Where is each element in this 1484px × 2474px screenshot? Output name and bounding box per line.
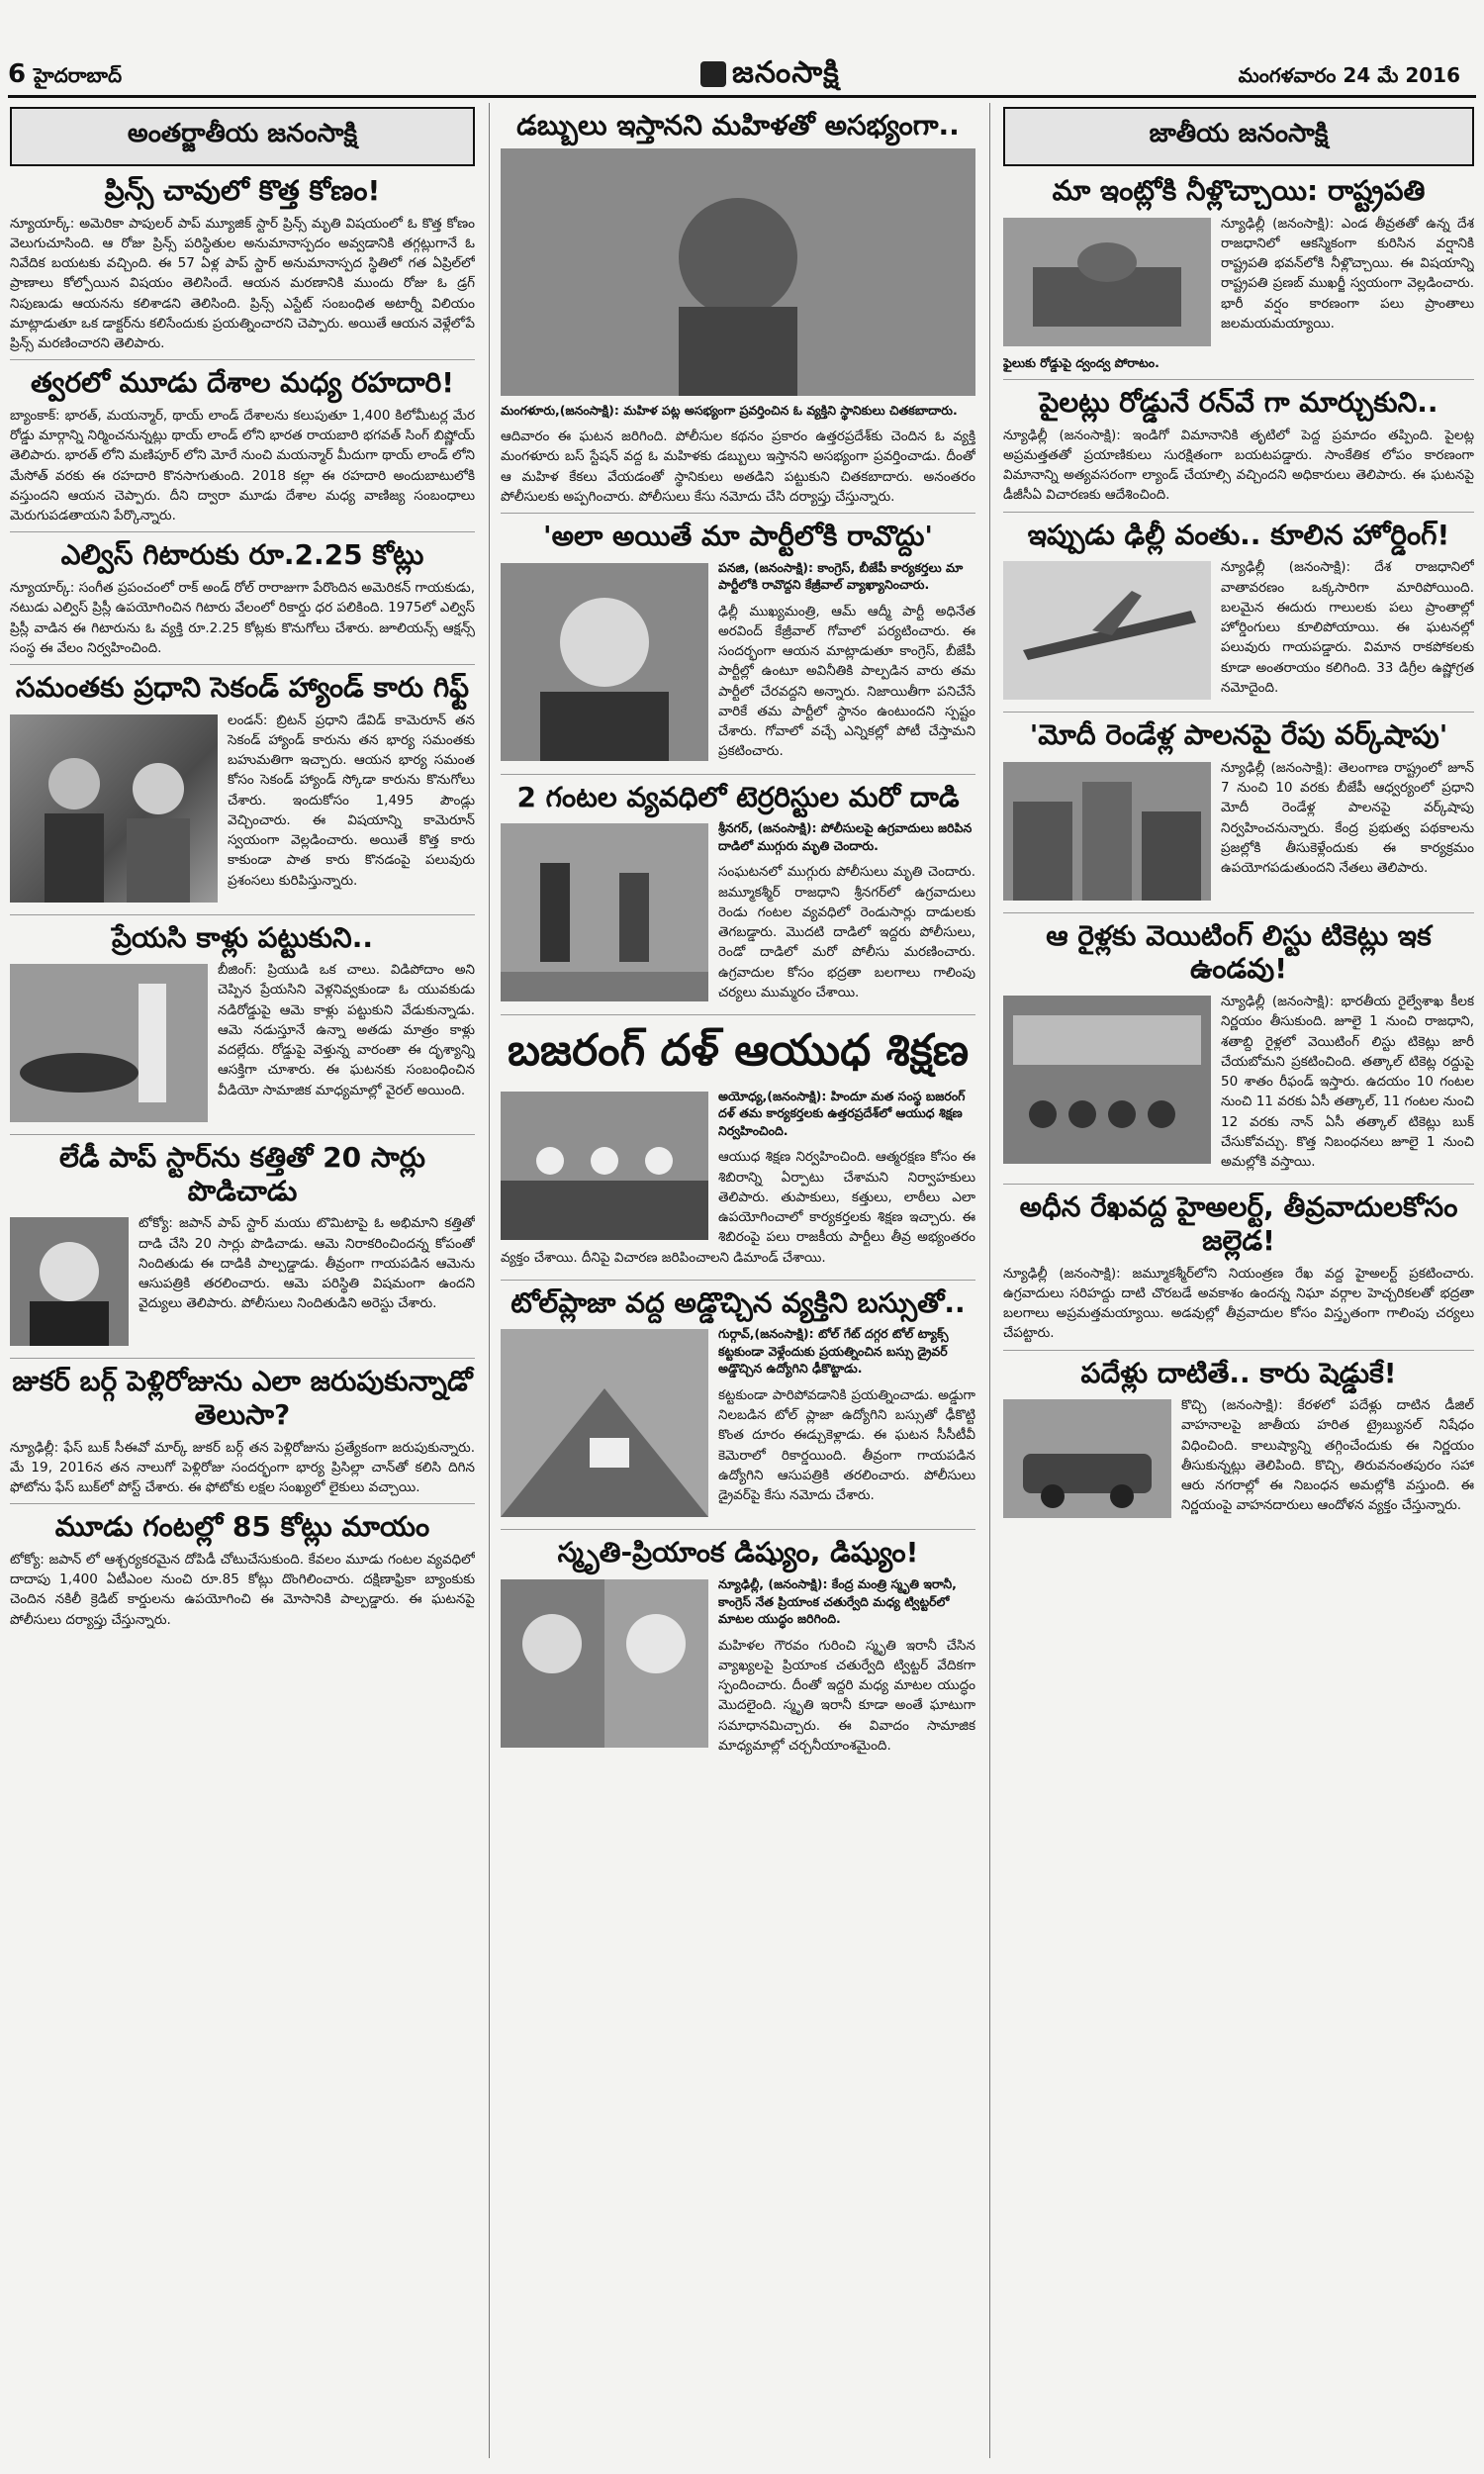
article-body: కట్టకుండా పారిపోవడానికి ప్రయత్నించాడు. అడ్డుగా నిలబడిన టోల్ ప్లాజా ఉద్యోగిని బస్సుతో ఢీకొట్టి కొంత దూరం ఈడ్చుకెళ్లాడు. ఈ ఘటన సీసీటీవీ కెమెరాలో రికార్డయింది. తీవ్రంగా గాయపడిన ఉద్యోగిని ఆసుపత్రికి తరలించారు. పోలీసులు డ్రైవర్‌పై కేసు నమోదు చేశారు. xyxy=(718,1386,975,1504)
divider xyxy=(1003,1184,1474,1185)
article-body: న్యూఢిల్లీ (జనంసాక్షి): తెలంగాణ రాష్ట్రంలో జూన్ 7 నుంచి 10 వరకు బీజేపీ ఆధ్వర్యంలో ప్రధాని మోదీ రెండేళ్ల పాలనపై వర్క్‌షాపు నిర్వహించనున్నారు. కేంద్ర ప్రభుత్వ పథకాలను ప్రజల్లోకి తీసుకెళ్లేందుకు ఈ కార్యక్రమం ఉపయోగపడుతుందని నేతలు తెలిపారు. xyxy=(1221,759,1474,877)
divider xyxy=(1003,379,1474,380)
news-photo xyxy=(501,1092,708,1240)
masthead-rule xyxy=(8,95,1476,98)
divider xyxy=(10,1503,475,1504)
news-photo xyxy=(10,714,218,903)
photo-placeholder-icon xyxy=(1003,561,1211,700)
headline: 'మోదీ రెండేళ్ల పాలనపై రేపు వర్క్‌షాపు' xyxy=(1029,718,1448,752)
photo-placeholder-icon xyxy=(1003,218,1211,346)
issue-date: మంగళవారం 24 మే 2016 xyxy=(1238,63,1460,87)
article-body: ఆయుధ శిక్షణ నిర్వహించింది. ఆత్మరక్షణ కోసం ఈ శిబిరాన్ని ఏర్పాటు చేశామని నిర్వాహకులు తెలిపారు. తుపాకులు, కత్తులు, లాఠీలు ఎలా ఉపయోగించాలో కార్యకర్తలకు శిక్షణ ఇచ్చారు. ఈ శిబిరంపై పలు రాజకీయ పార్టీలు తీవ్ర అభ్యంతరం వ్యక్తం చేశాయి. దీనిపై విచారణ జరిపించాలని డిమాండ్ చేశాయి. xyxy=(501,1149,975,1266)
photo-placeholder-icon xyxy=(501,823,708,1001)
article-body: న్యూయార్క్: సంగీత ప్రపంచంలో రాక్ అండ్ రోల్ రారాజుగా పేరొందిన అమెరికన్ గాయకుడు, నటుడు ఎల్విస్ ప్రిస్లీ ఉపయోగించిన గిటారు వేలంలో రికార్డు ధర పలికింది. 1975లో ఎల్విస్ ప్రిస్లీ వాడిన ఈ గిటారును ఓ వ్యక్తి రూ.2.25 కోట్లకు కొనుగోలు చేశారు. జూలియన్స్ ఆక్షన్స్ సంస్థ ఈ వేలం నిర్వహించింది. xyxy=(10,580,475,656)
photo-placeholder-icon xyxy=(1003,1399,1171,1518)
divider xyxy=(1003,1350,1474,1351)
divider xyxy=(10,531,475,532)
headline: టోల్‌ప్లాజా వద్ద అడ్డొచ్చిన వ్యక్తిని బస్సుతో.. xyxy=(510,1285,966,1319)
divider xyxy=(501,1014,975,1015)
photo-placeholder-icon xyxy=(501,1329,708,1517)
photo-placeholder-icon xyxy=(10,714,218,903)
photo-placeholder-icon xyxy=(10,964,208,1122)
news-photo xyxy=(501,823,708,1001)
headline-large: బజరంగ్ దళ్ ఆయుధ శిక్షణ xyxy=(507,1025,970,1077)
headline: ఇప్పుడు ఢిల్లీ వంతు.. కూలిన హోర్డింగ్! xyxy=(1027,518,1450,551)
news-photo xyxy=(501,1579,708,1748)
divider xyxy=(10,1358,475,1359)
headline: మా ఇంట్లోకి నీళ్లొచ్చాయి: రాష్ట్రపతి xyxy=(1052,174,1426,207)
headline: పైలట్లు రోడ్డునే రన్‌వే గా మార్చుకుని.. xyxy=(1039,386,1438,420)
headline: డబ్బులు ఇస్తానని మహిళతో అసభ్యంగా.. xyxy=(516,109,960,142)
edition-city: హైదరాబాద్ xyxy=(34,63,123,87)
logo-icon xyxy=(700,61,726,87)
headline: ప్రిన్స్ చావులో కొత్త కోణం! xyxy=(104,174,381,207)
photo-placeholder-icon xyxy=(10,1217,129,1346)
article-body: న్యూఢిల్లీ (జనంసాక్షి): ఇండిగో విమానానికి తృటిలో పెద్ద ప్రమాదం తప్పింది. పైలట్ల అప్రమత్తతతో ప్రయాణికులు సురక్షితంగా బయటపడ్డారు. సాంకేతిక లోపం కారణంగా విమానాన్ని అత్యవసరంగా ల్యాండ్ చేయాల్సి వచ్చిందని అధికారులు తెలిపారు. ఈ ఘటనపై డీజీసీఏ విచారణకు ఆదేశించింది. xyxy=(1003,427,1474,504)
headline: అధీన రేఖవద్ద హైఅలర్ట్, తీవ్రవాదులకోసం జల్లెడ! xyxy=(1019,1190,1458,1257)
article-body: న్యూఢిల్లీ (జనంసాక్షి): భారతీయ రైల్వేశాఖ కీలక నిర్ణయం తీసుకుంది. జూలై 1 నుంచి రాజధాని, శతాబ్ది రైళ్లలో వెయిటింగ్ లిస్టు టికెట్లు జారీ చేయబోమని ప్రకటించింది. తత్కాల్ టికెట్ల రద్దుపై 50 శాతం రీఫండ్ ఇస్తారు. ఉదయం 10 గంటల నుంచి 11 వరకు ఏసీ తత్కాల్, 11 గంటల నుంచి 12 వరకు నాన్ ఏసీ తత్కాల్ టికెట్లు బుక్ చేసుకోవచ్చు. కొత్త నిబంధనలు జూలై 1 నుంచి అమల్లోకి వస్తాయి. xyxy=(1221,994,1474,1171)
headline: ప్రేయసి కాళ్లు పట్టుకుని.. xyxy=(112,920,373,954)
headline: మూడు గంటల్లో 85 కోట్లు మాయం xyxy=(54,1510,430,1544)
article-body: బ్యాంకాక్: భారత్, మయన్మార్, థాయ్ లాండ్ దేశాలను కలుపుతూ 1,400 కిలోమీటర్ల మేర రోడ్డు మార్గాన్ని నిర్మించనున్నట్లు థాయ్ లాండ్ లోని భారత రాయబారి భగవత్ సింగ్ బిష్ణోయ్ తెలిపారు. భారత్ లోని మణిపూర్ లోని మోరే నుంచి మయన్మార్ మీదుగా థాయ్ లాండ్ లోని మేసోత్ వరకు ఈ రహదారి కొనసాగుతుంది. 2018 కల్లా ఈ రహదారి అందుబాటులోకి వస్తుందని ఆయన చెప్పారు. దీని ద్వారా మూడు దేశాల మధ్య వాణిజ్య సంబంధాలు మెరుగుపడతాయని పేర్కొన్నారు. xyxy=(10,407,475,524)
divider xyxy=(10,914,475,915)
article-body: లండన్: బ్రిటన్ ప్రధాని డేవిడ్ కామెరూన్ తన సెకండ్ హ్యాండ్ కారును తన భార్య సమంతకు బహుమతిగా ఇచ్చారు. ఆయన భార్య సమంత కోసం సెకండ్ హ్యాండ్ స్కోడా కారును కొనుగోలు చేశారు. ఇందుకోసం 1,495 పౌండ్లు వెచ్చించారు. ఈ విషయాన్ని కామెరూన్ స్వయంగా వెల్లడించారు. అయితే కొత్త కారు కాకుండా పాత కారు కొనడంపై పలువురు ప్రశంసలు కురిపిస్తున్నారు. xyxy=(228,712,475,889)
article-body: ఢిల్లీ ముఖ్యమంత్రి, ఆమ్ ఆద్మీ పార్టీ అధినేత అరవింద్ కేజ్రీవాల్ గోవాలో పర్యటించారు. ఈ సందర్భంగా ఆయన మాట్లాడుతూ కాంగ్రెస్, బీజేపీ పార్టీల్లో ఉంటూ అవినీతికి పాల్పడిన వారు తమ పార్టీలో చేరవద్దని అన్నారు. నిజాయితీగా పనిచేసే వారికే తమ పార్టీలో స్థానం ఉంటుందని స్పష్టం చేశారు. గోవాలో వచ్చే ఎన్నికల్లో పోటీ చేస్తామని ప్రకటించారు. xyxy=(718,603,975,760)
article-body: న్యూఢిల్లీ: ఫేస్ బుక్ సీఈవో మార్క్ జుకర్ బర్గ్ తన పెళ్లిరోజును ప్రత్యేకంగా జరుపుకున్నారు. మే 19, 2016న తన నాలుగో పెళ్లిరోజు సందర్భంగా భార్య ప్రిసిల్లా చాన్‌తో కలిసి దిగిన ఫోటోను ఫేస్ బుక్‌లో పోస్ట్ చేశారు. ఈ ఫోటోకు లక్షల సంఖ్యలో లైకులు వచ్చాయి. xyxy=(10,1439,475,1496)
international-section-banner: అంతర్జాతీయ జనంసాక్షి xyxy=(10,107,475,166)
photo-placeholder-icon xyxy=(501,148,975,396)
photo-caption: అయోధ్య,(జనంసాక్షి): హిందూ మత సంస్థ బజరంగ్ దళ్ తమ కార్యకర్తలకు ఉత్తరప్రదేశ్‌లో ఆయుధ శిక్షణ నిర్వహించింది. xyxy=(718,1088,966,1138)
news-photo xyxy=(501,1329,708,1517)
article-body: న్యూఢిల్లీ (జనంసాక్షి): జమ్మూకశ్మీర్‌లోని నియంత్రణ రేఖ వద్ద హైఅలర్ట్ ప్రకటించారు. ఉగ్రవాదులు సరిహద్దు దాటి చొరబడే అవకాశం ఉందన్న నిఘా వర్గాల హెచ్చరికలతో భద్రతా బలగాలు అప్రమత్తమయ్యాయి. అడవుల్లో తీవ్రవాదుల కోసం విస్తృతంగా గాలింపు చర్యలు చేపట్టారు. xyxy=(1003,1265,1474,1342)
logo-text: జనంసాక్షి xyxy=(732,55,840,90)
article-body: బీజింగ్: ప్రియుడి ఒక చాలు. విడిపోదాం అని చెప్పిన ప్రేయసిని వెళ్లనివ్వకుండా ఓ యువకుడు నడిరోడ్డుపై ఆమె కాళ్లు పట్టుకుని వేడుకున్నాడు. ఆమె నడుస్తూనే ఉన్నా అతడు మాత్రం కాళ్లు వదల్లేదు. రోడ్డుపై వెళ్తున్న వారంతా ఈ దృశ్యాన్ని ఆసక్తిగా చూశారు. ఈ ఘటనకు సంబంధించిన వీడియో సామాజిక మాధ్యమాల్లో వైరల్ అయింది. xyxy=(218,962,475,1098)
column-rule xyxy=(989,103,990,2458)
article-body: మహిళల గౌరవం గురించి స్మృతి ఇరానీ చేసిన వ్యాఖ్యలపై ప్రియాంక చతుర్వేది ట్విట్టర్ వేదికగా స్పందించారు. దీంతో ఇద్దరి మధ్య మాటల యుద్ధం మొదలైంది. స్మృతి ఇరానీ కూడా అంతే ఘాటుగా సమాధానమిచ్చారు. ఈ వివాదం సామాజిక మాధ్యమాల్లో చర్చనీయాంశమైంది. xyxy=(718,1637,975,1754)
headline: త్వరలో మూడు దేశాల మధ్య రహదారి! xyxy=(31,366,454,400)
divider xyxy=(501,774,975,775)
photo-caption: న్యూఢిల్లీ, (జనంసాక్షి): కేంద్ర మంత్రి స్మృతి ఇరానీ, కాంగ్రెస్ నేత ప్రియాంక చతుర్వేది మధ్య ట్విట్టర్‌లో మాటల యుద్ధం జరిగింది. xyxy=(718,1576,957,1627)
photo-placeholder-icon xyxy=(501,563,708,761)
divider xyxy=(501,1529,975,1530)
photo-caption: గుర్గావ్,(జనంసాక్షి): టోల్ గేట్ దగ్గర టోల్ ట్యాక్స్ కట్టకుండా వెళ్లేందుకు ప్రయత్నించిన బస్సు డ్రైవర్ అడ్డొచ్చిన ఉద్యోగిని ఢీకొట్టాడు. xyxy=(718,1326,949,1377)
news-photo xyxy=(1003,762,1211,901)
middle-column xyxy=(501,103,975,2458)
photo-placeholder-icon xyxy=(1003,762,1211,901)
headline: 'అలా అయితే మా పార్టీలోకి రావొద్దు' xyxy=(543,520,933,553)
news-photo xyxy=(1003,561,1211,700)
divider xyxy=(10,359,475,360)
divider xyxy=(1003,712,1474,713)
article-body: టోక్యో: జపాన్ లో ఆశ్చర్యకరమైన దోపిడీ చోటుచేసుకుంది. కేవలం మూడు గంటల వ్యవధిలో దాదాపు 1,400 ఏటీఎంల నుంచి రూ.85 కోట్లు దొంగిలించారు. దక్షిణాఫ్రికా బ్యాంకుకు చెందిన నకిలీ క్రెడిట్ కార్డులను ఉపయోగించి ఈ మోసానికి పాల్పడ్డారు. ఈ ఘటనపై పోలీసులు దర్యాప్తు చేస్తున్నారు. xyxy=(10,1551,475,1628)
photo-caption: పనజి, (జనంసాక్షి): కాంగ్రెస్, బీజేపీ కార్యకర్తలు మా పార్టీలోకి రావొద్దని కేజ్రీవాల్ వ్యాఖ్యానించారు. xyxy=(718,559,964,593)
headline: సమంతకు ప్రధాని సెకండ్ హ్యాండ్ కారు గిఫ్ట్ xyxy=(15,671,470,705)
headline: ఎల్విస్ గిటారుకు రూ.2.25 కోట్లు xyxy=(60,538,424,572)
article-body: టోక్యో: జపాన్ పాప్ స్టార్ మయు టొమిటాపై ఓ అభిమాని కత్తితో దాడి చేసి 20 సార్లు పొడిచాడు. ఆమె నిరాకరించిందన్న కోపంతో నిందితుడు ఈ దాడికి పాల్పడ్డాడు. తీవ్రంగా గాయపడిన ఆమెను ఆసుపత్రికి తరలించారు. ఆమె పరిస్థితి విషమంగా ఉందని వైద్యులు తెలిపారు. పోలీసులు నిందితుడిని అరెస్టు చేశారు. xyxy=(139,1215,475,1312)
news-photo xyxy=(501,148,975,396)
news-photo xyxy=(1003,1399,1171,1518)
article-body: కొచ్చి (జనంసాక్షి): కేరళలో పదేళ్లు దాటిన డీజిల్ వాహనాలపై జాతీయ హరిత ట్రైబ్యునల్ నిషేధం విధించింది. కాలుష్యాన్ని తగ్గించేందుకు ఈ నిర్ణయం తీసుకున్నట్లు తెలిపింది. కొచ్చి, తిరువనంతపురం సహా ఆరు నగరాల్లో ఈ నిబంధన అమల్లోకి వస్తుంది. ఈ నిర్ణయంపై వాహనదారులు ఆందోళన వ్యక్తం చేస్తున్నారు. xyxy=(1181,1397,1474,1514)
newspaper-logo xyxy=(700,55,840,97)
page-number: 6 xyxy=(8,59,27,89)
article-body: ఆదివారం ఈ ఘటన జరిగింది. పోలీసుల కథనం ప్రకారం ఉత్తరప్రదేశ్‌కు చెందిన ఓ వ్యక్తి మంగళూరు బస్ స్టేషన్ వద్ద ఓ మహిళకు డబ్బులు ఇస్తానని అసభ్యంగా ప్రవర్తించాడు. దీంతో ఆ మహిళ కేకలు వేయడంతో స్థానికులు అతడిని పట్టుకుని చితకబాదారు. అనంతరం పోలీసులకు అప్పగించారు. పోలీసులు కేసు నమోదు చేసి దర్యాప్తు చేస్తున్నారు. xyxy=(501,428,975,505)
photo-placeholder-icon xyxy=(501,1579,708,1748)
headline: లేడీ పాప్ స్టార్‌ను కత్తితో 20 సార్లు పొడిచాడు xyxy=(58,1141,425,1207)
divider xyxy=(10,1134,475,1135)
news-photo xyxy=(1003,218,1211,346)
article-body: సంఘటనలో ముగ్గురు పోలీసులు మృతి చెందారు. జమ్మూకశ్మీర్ రాజధాని శ్రీనగర్‌లో ఉగ్రవాదులు రెండు గంటల వ్యవధిలో రెండుసార్లు దాడులకు తెగబడ్డారు. మొదటి దాడిలో ఇద్దరు పోలీసులు, రెండో దాడిలో మరో పోలీసు మరణించారు. ఉగ్రవాదుల కోసం భద్రతా బలగాలు గాలింపు చర్యలు ముమ్మరం చేశాయి. xyxy=(718,864,975,1000)
column-rule xyxy=(489,103,490,2458)
news-photo xyxy=(10,964,208,1122)
headline: జుకర్ బర్గ్ పెళ్లిరోజును ఎలా జరుపుకున్నాడో తెలుసా? xyxy=(12,1365,473,1431)
headline: పదేళ్లు దాటితే.. కారు షెడ్డుకే! xyxy=(1080,1356,1397,1389)
article-body: న్యూయార్క్: అమెరికా పాపులర్ పాప్ మ్యూజిక్ స్టార్ ప్రిన్స్ మృతి విషయంలో ఓ కొత్త కోణం వెలుగుచూసింది. ఆ రోజు ప్రిన్స్ పరిస్థితుల అనుమానాస్పదం అవ్వడానికి తగ్గట్లుగానే ఓ నివేదిక బయటకు వచ్చింది. ఈ 57 ఏళ్ల పాప్ స్టార్ అనుమానాస్పద స్థితిలో గత ఏప్రిల్‌లో ప్రాణాలు కోల్పోయిన విషయం తెలిసిందే. ఆయన మరణానికి ముందు రోజు ఓ డ్రగ్ నిపుణుడు ఆయనను కలిశాడని తెలిసింది. ప్రిన్స్ ఎస్టేట్ సంబంధిత అటార్నీ విలియం మాట్లాడుతూ ఒక డాక్టర్‌ను కలిసేందుకు ప్రయత్నించారని చెప్పారు. అయితే ఆయన వెళ్లేలోపే ప్రిన్స్ మరణించారని తెలిపారు. xyxy=(10,215,475,352)
headline: స్మృతి-ప్రియాంక డిష్యుం, డిష్యుం! xyxy=(557,1536,919,1570)
news-photo xyxy=(10,1217,129,1346)
article-body: న్యూఢిల్లీ (జనంసాక్షి): ఎండ తీవ్రతతో ఉన్న దేశ రాజధానిలో ఆకస్మికంగా కురిసిన వర్షానికి రాష్ట్రపతి భవన్‌లోకి నీళ్లొచ్చాయి. ఈ విషయాన్ని రాష్ట్రపతి ప్రణబ్ ముఖర్జీ స్వయంగా వెల్లడించారు. భారీ వర్షం కారణంగా పలు ప్రాంతాలు జలమయమయ్యాయి. xyxy=(1221,215,1474,332)
photo-placeholder-icon xyxy=(1003,996,1211,1164)
left-column xyxy=(10,103,475,2458)
news-photo xyxy=(501,563,708,761)
headline: 2 గంటల వ్యవధిలో టెర్రరిస్టుల మరో దాడి xyxy=(516,780,960,813)
headline: ఆ రైళ్లకు వెయిటింగ్ లిస్టు టికెట్లు ఇక ఉండవు! xyxy=(1046,918,1432,986)
divider xyxy=(10,664,475,665)
photo-caption: శ్రీనగర్, (జనంసాక్షి): పోలీసులపై ఉగ్రవాదులు జరిపిన దాడిలో ముగ్గురు మృతి చెందారు. xyxy=(718,820,973,853)
right-column xyxy=(1003,103,1474,2458)
article-body: న్యూఢిల్లీ (జనంసాక్షి): దేశ రాజధానిలో వాతావరణం ఒక్కసారిగా మారిపోయింది. బలమైన ఈదురు గాలులకు పలు ప్రాంతాల్లో హోర్డింగులు కూలిపోయాయి. ఈ ఘటనల్లో పలువురు గాయపడ్డారు. విమాన రాకపోకలకు కూడా అంతరాయం కలిగింది. 33 డిగ్రీల ఉష్ణోగ్రత నమోదైంది. xyxy=(1221,559,1474,696)
news-photo xyxy=(1003,996,1211,1164)
national-section-banner: జాతీయ జనంసాక్షి xyxy=(1003,107,1474,166)
divider xyxy=(1003,512,1474,513)
photo-caption: మంగళూరు,(జనంసాక్షి): మహిళ పట్ల అసభ్యంగా ప్రవర్తించిన ఓ వ్యక్తిని స్థానికులు చితకబాదారు. xyxy=(501,402,958,418)
divider xyxy=(501,513,975,514)
divider xyxy=(501,1280,975,1281)
divider xyxy=(1003,912,1474,913)
masthead xyxy=(0,0,1484,95)
photo-placeholder-icon xyxy=(501,1092,708,1240)
photo-caption: ఫైలుకు రోడ్డుపై ద్వంద్వ పోరాటం. xyxy=(1003,354,1159,370)
